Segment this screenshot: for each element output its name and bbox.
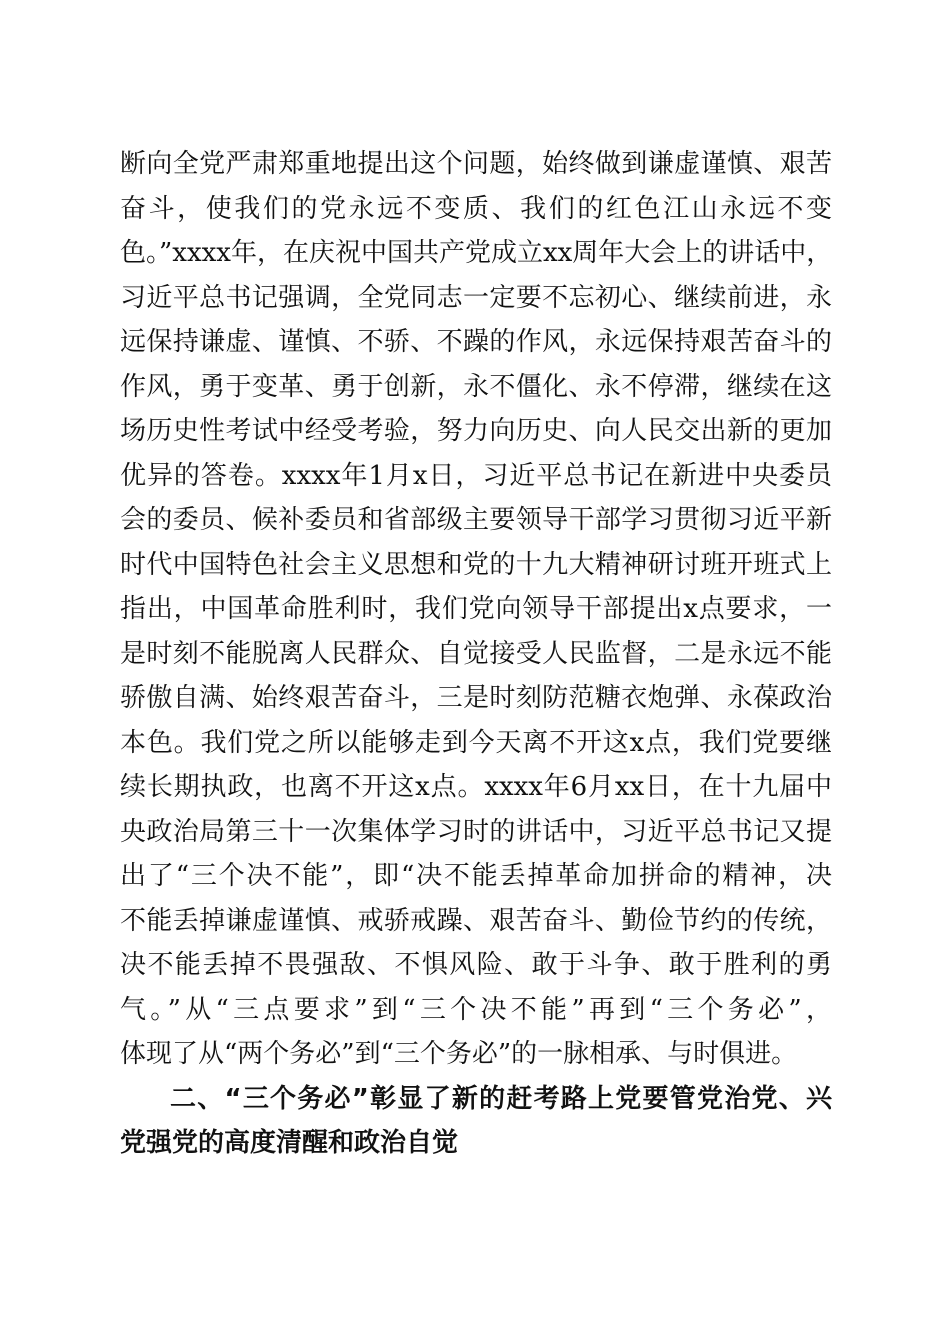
paragraph-line: 央政治局第三十一次集体学习时的讲话中，习近平总书记又提 [120,816,832,847]
paragraph-line: 本色。我们党之所以能够走到今天离不开这x点，我们党要继 [120,727,832,758]
paragraph-line: 续长期执政，也离不开这x点。xxxx年6月xx日，在十九届中 [120,772,832,802]
section-heading [120,1077,832,1166]
paragraph-line: 是时刻不能脱离人民群众、自觉接受人民监督，二是永远不能 [120,638,832,669]
paragraph-line: 优异的答卷。xxxx年1月x日，习近平总书记在新进中央委员 [120,460,832,491]
paragraph-line: 远保持谦虚、谨慎、不骄、不躁的作风，永远保持艰苦奋斗的 [120,327,832,357]
paragraph-line: 指出，中国革命胜利时，我们党向领导干部提出x点要求，一 [120,594,832,624]
section-heading-line: 党强党的高度清醒和政治自觉 [120,1128,459,1158]
paragraph-line: 断向全党严肃郑重地提出这个问题，始终做到谦虚谨慎、艰苦 [120,149,832,179]
paragraph-line: 体现了从“两个务必”到“三个务必”的一脉相承、与时俱进。 [120,1039,798,1069]
paragraph-line: 决不能丢掉不畏强敌、不惧风险、敢于斗争、敢于胜利的勇 [120,950,832,980]
paragraph-line: 骄傲自满、始终艰苦奋斗，三是时刻防范糖衣炮弹、永葆政治 [120,683,832,713]
document-body [120,142,832,1166]
paragraph-line: 作风，勇于变革、勇于创新，永不僵化、永不停滞，继续在这 [120,371,832,402]
paragraph-line: 色。”xxxx年，在庆祝中国共产党成立xx周年大会上的讲话中， [120,238,833,268]
paragraph-line: 出了“三个决不能”，即“决不能丢掉革命加拼命的精神，决 [120,861,832,891]
paragraph [120,142,832,1077]
paragraph-line: 会的委员、候补委员和省部级主要领导干部学习贯彻习近平新 [120,505,832,535]
paragraph-line: 场历史性考试中经受考验，努力向历史、向人民交出新的更加 [120,416,832,446]
paragraph-line: 不能丢掉谦虚谨慎、戒骄戒躁、艰苦奋斗、勤俭节约的传统， [120,905,832,936]
paragraph-line: 时代中国特色社会主义思想和党的十九大精神研讨班开班式上 [120,549,832,580]
paragraph-line: 习近平总书记强调，全党同志一定要不忘初心、继续前进，永 [120,282,832,313]
paragraph-line: 奋斗，使我们的党永远不变质、我们的红色江山永远不变 [120,193,832,224]
paragraph-line: 气。”从“三点要求”到“三个决不能”再到“三个务必”， [120,994,832,1025]
section-heading-line: 二、“三个务必”彰显了新的赶考路上党要管党治党、兴 [170,1083,832,1114]
